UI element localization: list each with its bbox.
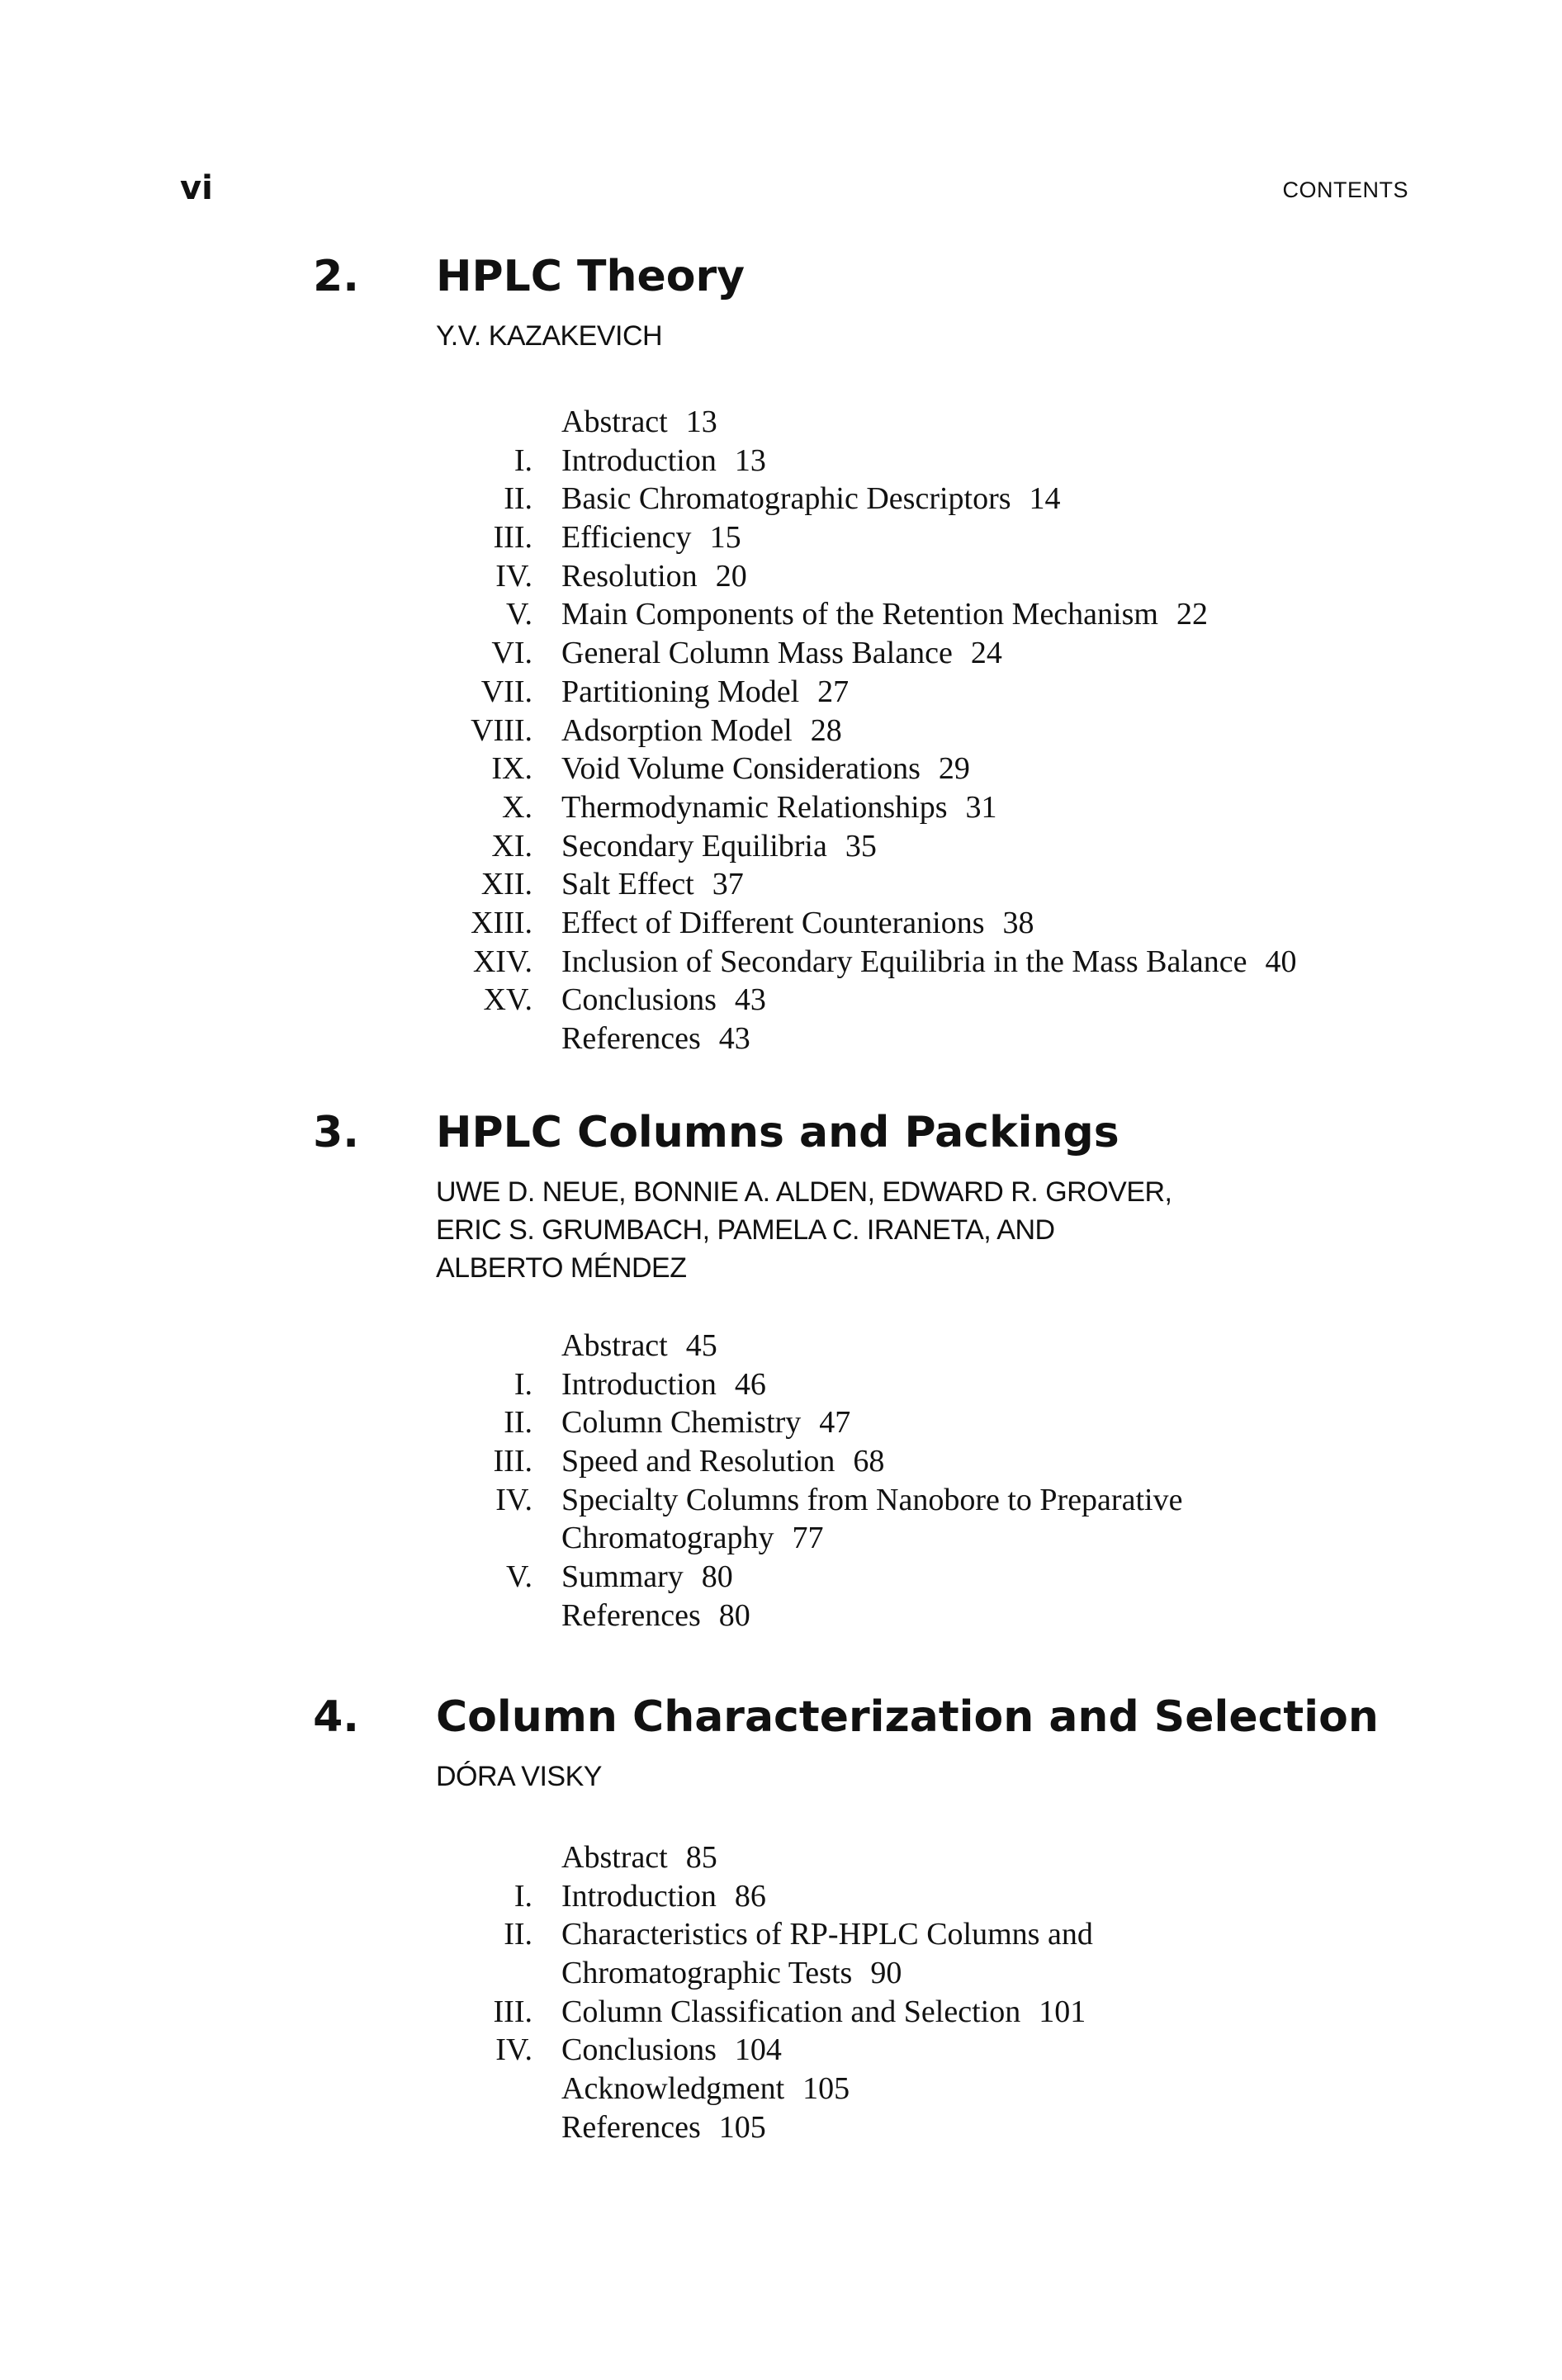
- section-number: XI.: [491, 828, 532, 864]
- toc-entry[interactable]: [0, 904, 1562, 943]
- section-title: Characteristics of RP-HPLC Columns and Chromatographic Tests: [561, 1917, 1093, 1991]
- toc-entry[interactable]: [0, 403, 1562, 442]
- section-number: IX.: [491, 751, 532, 787]
- chapter-authors: [436, 317, 1344, 355]
- section-number: IV.: [495, 558, 532, 594]
- toc-entry[interactable]: [0, 442, 1562, 480]
- section-title: Void Volume Considerations: [561, 751, 921, 787]
- section-page: 47: [819, 1405, 851, 1441]
- toc-entry[interactable]: [0, 1993, 1562, 2032]
- section-page: 22: [1176, 597, 1208, 632]
- section-title: Introduction: [561, 1878, 717, 1914]
- section-number: V.: [505, 1559, 532, 1595]
- chapter-number: 2.: [313, 252, 359, 301]
- section-page: 15: [709, 520, 741, 556]
- toc-entry[interactable]: [0, 865, 1562, 904]
- section-title: References: [561, 1021, 701, 1056]
- section-number: V.: [505, 597, 532, 632]
- section-number: XII.: [480, 867, 532, 902]
- section-number: VII.: [480, 674, 532, 709]
- toc-entry[interactable]: [0, 1403, 1562, 1442]
- section-title: Conclusions: [561, 982, 717, 1018]
- section-page: 46: [734, 1366, 766, 1402]
- section-title: Efficiency: [561, 520, 692, 556]
- section-page: 24: [970, 636, 1002, 671]
- section-page: 80: [718, 1597, 750, 1633]
- author-line: ERIC S. GRUMBACH, PAMELA C. IRANETA, AND: [436, 1214, 1055, 1246]
- section-page: 27: [817, 674, 850, 709]
- section-page: 105: [718, 2109, 766, 2145]
- section-number: III.: [493, 1444, 532, 1479]
- toc-entry[interactable]: [0, 673, 1562, 712]
- section-number: III.: [493, 1994, 532, 2029]
- chapter-title: HPLC Theory: [436, 252, 746, 301]
- section-title: Conclusions: [561, 2032, 717, 2068]
- section-page: 80: [701, 1559, 733, 1595]
- toc-entry[interactable]: [0, 981, 1562, 1020]
- toc-entry[interactable]: [0, 634, 1562, 673]
- toc-entry[interactable]: [0, 557, 1562, 596]
- section-title: Resolution: [561, 558, 698, 594]
- section-title: Summary: [561, 1559, 684, 1595]
- toc-entry[interactable]: [0, 595, 1562, 634]
- chapter-authors: [436, 1173, 1344, 1287]
- section-title: Effect of Different Counteranions: [561, 905, 985, 940]
- toc-entry[interactable]: [0, 1838, 1562, 1877]
- section-title: Introduction: [561, 442, 717, 478]
- toc-entry[interactable]: [0, 1442, 1562, 1481]
- toc-entry[interactable]: [0, 788, 1562, 827]
- section-page: 105: [802, 2071, 850, 2107]
- chapter-authors: [436, 1758, 1344, 1796]
- section-number: II.: [504, 481, 532, 517]
- section-number: II.: [504, 1405, 532, 1441]
- section-title: Basic Chromatographic Descriptors: [561, 481, 1011, 517]
- section-page: 13: [734, 442, 766, 478]
- section-title: Introduction: [561, 1366, 717, 1402]
- section-page: 86: [734, 1878, 766, 1914]
- section-number: II.: [504, 1917, 532, 1952]
- section-title: Inclusion of Secondary Equilibria in the Mass Balance: [561, 944, 1247, 979]
- section-title: Specialty Columns from Nanobore to Preparative Chromatography: [561, 1482, 1183, 1556]
- chapter-4: [0, 1688, 1562, 2147]
- section-title: General Column Mass Balance: [561, 636, 953, 671]
- author-line: ALBERTO MÉNDEZ: [436, 1252, 687, 1284]
- page-header: [0, 169, 1562, 219]
- section-page: 13: [685, 405, 717, 439]
- section-number: III.: [493, 520, 532, 556]
- section-title: Thermodynamic Relationships: [561, 789, 948, 825]
- chapter-title: HPLC Columns and Packings: [436, 1108, 1119, 1157]
- section-page: 29: [938, 751, 970, 787]
- section-number: I.: [514, 1366, 532, 1402]
- toc-list: [0, 403, 1562, 1058]
- running-head: CONTENTS: [1282, 177, 1408, 202]
- toc-entry[interactable]: [0, 518, 1562, 557]
- section-page: 35: [845, 828, 877, 864]
- section-number: XIV.: [472, 944, 532, 979]
- page-number: vi: [180, 169, 213, 207]
- section-title: Abstract: [561, 405, 668, 439]
- author-line: UWE D. NEUE, BONNIE A. ALDEN, EDWARD R. GROVER,: [436, 1176, 1172, 1208]
- toc-entry[interactable]: [0, 1481, 1562, 1558]
- section-page: 37: [712, 867, 744, 902]
- section-page: 101: [1039, 1994, 1086, 2029]
- toc-entry[interactable]: [0, 827, 1562, 866]
- toc-list: [0, 1838, 1562, 2147]
- section-number: IV.: [495, 1482, 532, 1517]
- section-title: Column Chemistry: [561, 1405, 802, 1441]
- section-number: I.: [514, 442, 532, 478]
- section-page: 43: [734, 982, 766, 1018]
- author-line: DÓRA VISKY: [436, 1761, 602, 1792]
- section-title: References: [561, 2109, 701, 2145]
- section-title: Acknowledgment: [561, 2071, 785, 2107]
- section-title: Partitioning Model: [561, 674, 800, 709]
- toc-entry[interactable]: [0, 2108, 1562, 2147]
- toc-entry[interactable]: [0, 1597, 1562, 1635]
- chapter-heading: [0, 1688, 1562, 1746]
- toc-entry[interactable]: [0, 943, 1562, 982]
- chapter-number: 4.: [313, 1692, 359, 1742]
- chapter-number: 3.: [313, 1108, 359, 1157]
- toc-entry[interactable]: [0, 712, 1562, 750]
- section-title: Secondary Equilibria: [561, 828, 827, 864]
- toc-entry[interactable]: [0, 1365, 1562, 1404]
- section-page: 68: [853, 1444, 885, 1479]
- toc-entry[interactable]: [0, 1877, 1562, 1916]
- section-title: Abstract: [561, 1328, 668, 1363]
- toc-entry[interactable]: [0, 750, 1562, 788]
- chapter-2: [0, 248, 1562, 1058]
- section-title: Column Classification and Selection: [561, 1994, 1021, 2029]
- section-number: XV.: [483, 982, 532, 1018]
- toc-entry[interactable]: [0, 480, 1562, 518]
- section-page: 28: [810, 712, 842, 748]
- section-page: 85: [685, 1840, 717, 1875]
- toc-entry[interactable]: [0, 1558, 1562, 1597]
- section-number: XIII.: [471, 905, 532, 940]
- toc-entry[interactable]: [0, 2070, 1562, 2108]
- section-title: Main Components of the Retention Mechanism: [561, 597, 1158, 632]
- section-title: Salt Effect: [561, 867, 694, 902]
- section-title: Speed and Resolution: [561, 1444, 835, 1479]
- toc-entry[interactable]: [0, 1915, 1562, 1992]
- section-title: References: [561, 1597, 701, 1633]
- section-page: 90: [870, 1956, 902, 1991]
- section-page: 31: [965, 789, 997, 825]
- section-number: X.: [502, 789, 532, 825]
- chapter-title: Column Characterization and Selection: [436, 1692, 1379, 1742]
- section-page: 104: [734, 2032, 782, 2068]
- section-page: 14: [1029, 481, 1061, 517]
- section-page: 45: [685, 1328, 717, 1363]
- chapter-heading: [0, 248, 1562, 305]
- author-line: Y.V. KAZAKEVICH: [436, 320, 663, 352]
- section-title: Adsorption Model: [561, 712, 793, 748]
- toc-list: [0, 1327, 1562, 1635]
- section-page: 20: [715, 558, 747, 594]
- section-page: 40: [1265, 944, 1297, 979]
- toc-entry[interactable]: [0, 2031, 1562, 2070]
- toc-entry[interactable]: [0, 1020, 1562, 1058]
- section-page: 38: [1002, 905, 1034, 940]
- section-page: 77: [792, 1521, 824, 1556]
- section-number: VI.: [491, 636, 532, 671]
- section-number: IV.: [495, 2032, 532, 2068]
- section-number: I.: [514, 1878, 532, 1914]
- section-title: Abstract: [561, 1840, 668, 1875]
- toc-entry[interactable]: [0, 1327, 1562, 1365]
- chapter-heading: [0, 1104, 1562, 1162]
- chapter-3: [0, 1104, 1562, 1635]
- section-number: VIII.: [471, 712, 532, 748]
- section-page: 43: [718, 1021, 750, 1056]
